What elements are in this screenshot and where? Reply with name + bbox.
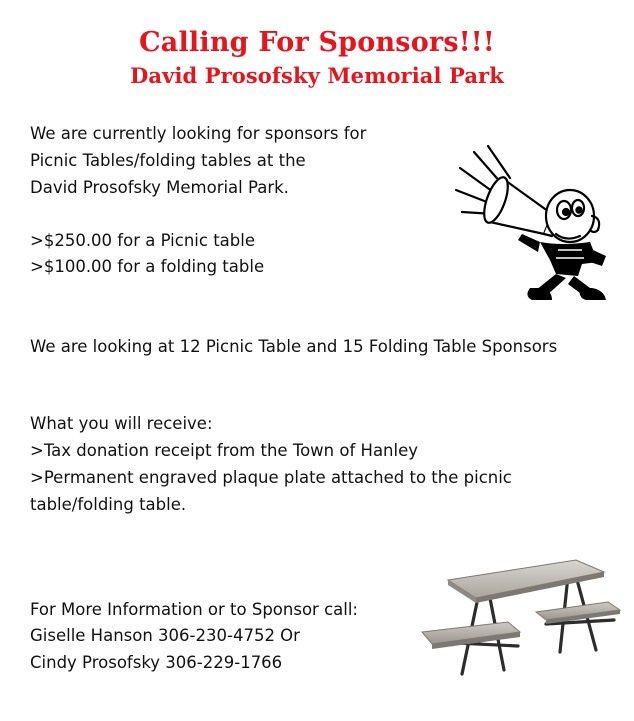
page-title: Calling For Sponsors!!! <box>139 27 495 58</box>
intro-line-3: David Prosofsky Memorial Park. <box>30 178 289 197</box>
receive-item-tax-receipt: >Tax donation receipt from the Town of Hanley <box>30 441 419 460</box>
receive-item-plaque-line-2: table/folding table. <box>30 495 187 514</box>
megaphone-mascot-icon <box>452 138 612 302</box>
sponsor-count-text: We are looking at 12 Picnic Table and 15 Folding Table Sponsors <box>30 337 558 356</box>
intro-line-1: We are currently looking for sponsors for <box>30 124 367 143</box>
contact-person-1: Giselle Hanson 306-230-4752 Or <box>30 626 300 645</box>
contact-person-2: Cindy Prosofsky 306-229-1766 <box>30 653 283 672</box>
price-folding-table: >$100.00 for a folding table <box>30 257 265 276</box>
page-subtitle: David Prosofsky Memorial Park <box>130 63 504 88</box>
receive-heading: What you will receive: <box>30 414 213 433</box>
intro-line-2: Picnic Tables/folding tables at the <box>30 151 306 170</box>
picnic-table-icon <box>418 558 624 686</box>
contact-heading: For More Information or to Sponsor call: <box>30 600 358 619</box>
price-picnic-table: >$250.00 for a Picnic table <box>30 231 255 250</box>
receive-item-plaque-line-1: >Permanent engraved plaque plate attached to the picnic <box>30 468 512 487</box>
